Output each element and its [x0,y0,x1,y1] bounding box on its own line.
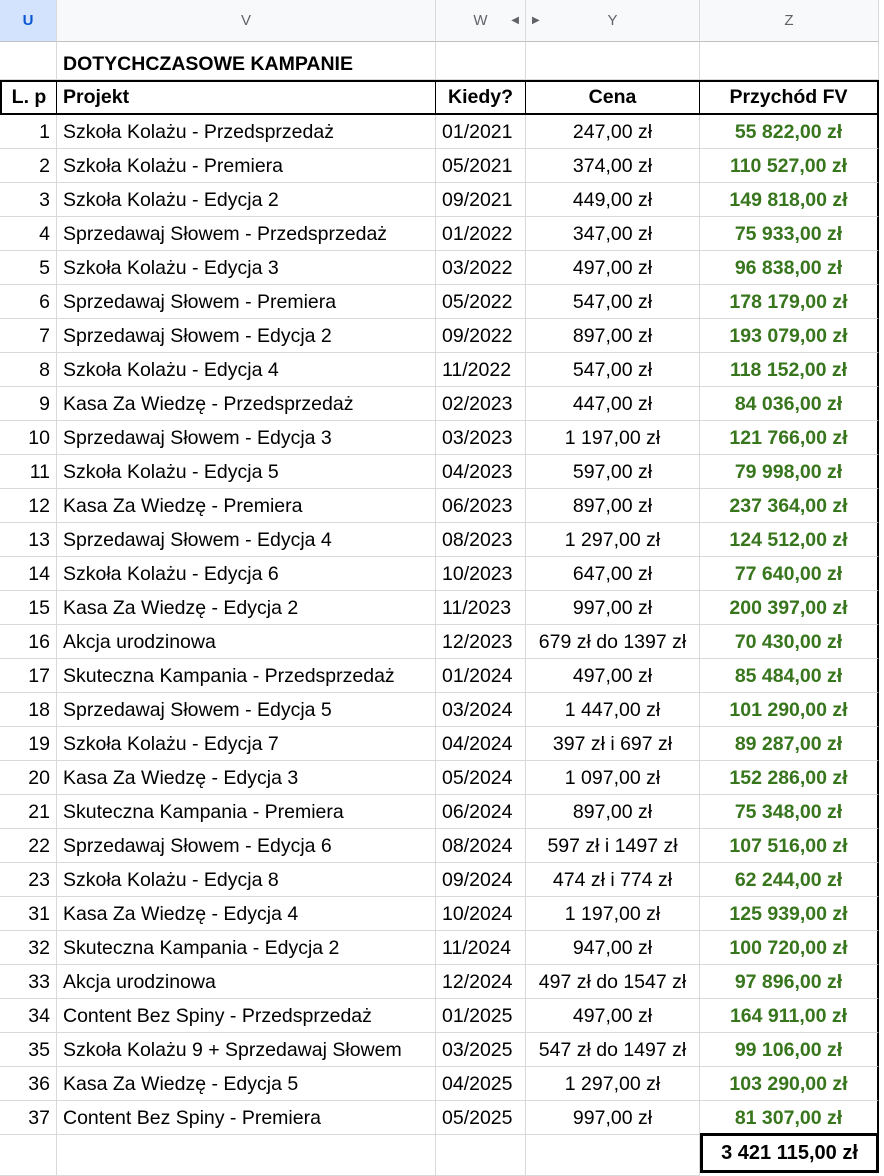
header-przychod[interactable]: Przychód FV [700,80,879,115]
table-row [0,965,884,999]
row-projekt[interactable]: Szkoła Kolażu - Edycja 5 [57,455,436,489]
row-lp[interactable]: 8 [0,353,57,387]
row-kiedy[interactable]: 05/2022 [436,285,526,319]
row-lp[interactable]: 19 [0,727,57,761]
row-cena[interactable]: 947,00 zł [526,931,700,965]
row-cena[interactable]: 1 097,00 zł [526,761,700,795]
cell[interactable] [700,42,879,80]
table-row [0,1033,884,1067]
cell[interactable] [0,42,57,80]
row-kiedy[interactable]: 08/2023 [436,523,526,557]
cell[interactable] [57,1133,436,1176]
row-cena[interactable]: 1 197,00 zł [526,421,700,455]
row-projekt[interactable]: Content Bez Spiny - Przedsprzedaż [57,999,436,1033]
row-projekt[interactable]: Sprzedawaj Słowem - Edycja 3 [57,421,436,455]
row-cena[interactable]: 997,00 zł [526,591,700,625]
row-przychod[interactable]: 70 430,00 zł [700,625,879,659]
row-przychod[interactable]: 100 720,00 zł [700,931,879,965]
row-przychod[interactable]: 79 998,00 zł [700,455,879,489]
row-kiedy[interactable]: 10/2024 [436,897,526,931]
row-przychod[interactable]: 89 287,00 zł [700,727,879,761]
column-header-y-label: Y [607,12,618,29]
row-lp[interactable]: 6 [0,285,57,319]
table-header-row [0,80,884,115]
table-row [0,999,884,1033]
row-kiedy[interactable]: 03/2025 [436,1033,526,1067]
header-cena[interactable]: Cena [526,80,700,115]
row-lp[interactable]: 35 [0,1033,57,1067]
row-kiedy[interactable]: 12/2024 [436,965,526,999]
row-projekt[interactable]: Szkoła Kolażu - Edycja 8 [57,863,436,897]
row-kiedy[interactable]: 11/2022 [436,353,526,387]
row-przychod[interactable]: 81 307,00 zł [700,1101,879,1135]
cell[interactable] [526,1133,700,1176]
table-row [0,421,884,455]
row-projekt[interactable]: Szkoła Kolażu - Przedsprzedaż [57,115,436,149]
row-cena[interactable]: 374,00 zł [526,149,700,183]
column-header-y[interactable] [526,0,700,42]
row-przychod[interactable]: 75 348,00 zł [700,795,879,829]
row-projekt[interactable]: Kasa Za Wiedzę - Edycja 3 [57,761,436,795]
row-przychod[interactable]: 85 484,00 zł [700,659,879,693]
row-cena[interactable]: 647,00 zł [526,557,700,591]
row-lp[interactable]: 21 [0,795,57,829]
row-kiedy[interactable]: 11/2024 [436,931,526,965]
row-kiedy[interactable]: 09/2024 [436,863,526,897]
row-lp[interactable]: 11 [0,455,57,489]
row-lp[interactable]: 13 [0,523,57,557]
row-przychod[interactable]: 103 290,00 zł [700,1067,879,1101]
row-kiedy[interactable]: 09/2021 [436,183,526,217]
row-kiedy[interactable]: 03/2024 [436,693,526,727]
row-cena[interactable]: 1 447,00 zł [526,693,700,727]
row-projekt[interactable]: Skuteczna Kampania - Przedsprzedaż [57,659,436,693]
row-lp[interactable]: 10 [0,421,57,455]
row-projekt[interactable]: Sprzedawaj Słowem - Przedsprzedaż [57,217,436,251]
row-projekt[interactable]: Sprzedawaj Słowem - Edycja 5 [57,693,436,727]
row-cena[interactable]: 449,00 zł [526,183,700,217]
row-cena[interactable]: 547 zł do 1497 zł [526,1033,700,1067]
row-projekt[interactable]: Szkoła Kolażu - Premiera [57,149,436,183]
row-lp[interactable]: 22 [0,829,57,863]
row-przychod[interactable]: 124 512,00 zł [700,523,879,557]
row-lp[interactable]: 15 [0,591,57,625]
row-przychod[interactable]: 178 179,00 zł [700,285,879,319]
row-kiedy[interactable]: 05/2025 [436,1101,526,1135]
row-projekt[interactable]: Kasa Za Wiedzę - Edycja 4 [57,897,436,931]
table-row [0,795,884,829]
row-cena[interactable]: 497,00 zł [526,999,700,1033]
row-projekt[interactable]: Kasa Za Wiedzę - Premiera [57,489,436,523]
row-przychod[interactable]: 97 896,00 zł [700,965,879,999]
row-projekt[interactable]: Sprzedawaj Słowem - Edycja 6 [57,829,436,863]
row-projekt[interactable]: Szkoła Kolażu - Edycja 3 [57,251,436,285]
row-przychod[interactable]: 125 939,00 zł [700,897,879,931]
table-row [0,897,884,931]
row-przychod[interactable]: 99 106,00 zł [700,1033,879,1067]
row-kiedy[interactable]: 10/2023 [436,557,526,591]
table-row [0,1067,884,1101]
row-projekt[interactable]: Skuteczna Kampania - Premiera [57,795,436,829]
row-kiedy[interactable]: 09/2022 [436,319,526,353]
table-row [0,387,884,421]
row-cena[interactable]: 897,00 zł [526,795,700,829]
row-cena[interactable]: 347,00 zł [526,217,700,251]
row-cena[interactable]: 547,00 zł [526,285,700,319]
triangle-right-icon[interactable]: ▶ [532,15,540,26]
row-lp[interactable]: 18 [0,693,57,727]
row-kiedy[interactable]: 11/2023 [436,591,526,625]
triangle-left-icon[interactable]: ◀ [511,15,519,26]
row-kiedy[interactable]: 06/2023 [436,489,526,523]
row-kiedy[interactable]: 05/2021 [436,149,526,183]
table-row [0,183,884,217]
row-przychod[interactable]: 84 036,00 zł [700,387,879,421]
table-row [0,625,884,659]
table-row [0,693,884,727]
row-przychod[interactable]: 152 286,00 zł [700,761,879,795]
row-projekt[interactable]: Szkoła Kolażu - Edycja 7 [57,727,436,761]
row-lp[interactable]: 34 [0,999,57,1033]
row-lp[interactable]: 20 [0,761,57,795]
row-przychod[interactable]: 107 516,00 zł [700,829,879,863]
row-lp[interactable]: 33 [0,965,57,999]
row-projekt[interactable]: Kasa Za Wiedzę - Edycja 2 [57,591,436,625]
row-projekt[interactable]: Kasa Za Wiedzę - Przedsprzedaż [57,387,436,421]
row-cena[interactable]: 679 zł do 1397 zł [526,625,700,659]
row-kiedy[interactable]: 01/2021 [436,115,526,149]
row-projekt[interactable]: Akcja urodzinowa [57,625,436,659]
row-przychod[interactable]: 110 527,00 zł [700,149,879,183]
row-przychod[interactable]: 164 911,00 zł [700,999,879,1033]
table-row [0,353,884,387]
row-cena[interactable]: 997,00 zł [526,1101,700,1135]
row-projekt[interactable]: Akcja urodzinowa [57,965,436,999]
cell[interactable] [436,1133,526,1176]
row-lp[interactable]: 2 [0,149,57,183]
row-przychod[interactable]: 55 822,00 zł [700,115,879,149]
row-projekt[interactable]: Szkoła Kolażu - Edycja 6 [57,557,436,591]
header-projekt[interactable]: Projekt [57,80,436,115]
row-przychod[interactable]: 237 364,00 zł [700,489,879,523]
cell[interactable] [526,42,700,80]
row-lp[interactable]: 36 [0,1067,57,1101]
table-row [0,149,884,183]
row-lp[interactable]: 32 [0,931,57,965]
row-przychod[interactable]: 200 397,00 zł [700,591,879,625]
column-header-z[interactable]: Z [700,0,879,42]
header-kiedy[interactable]: Kiedy? [436,80,526,115]
row-projekt[interactable]: Sprzedawaj Słowem - Premiera [57,285,436,319]
table-row [0,557,884,591]
row-lp[interactable]: 31 [0,897,57,931]
table-row [0,829,884,863]
row-cena[interactable]: 597 zł i 1497 zł [526,829,700,863]
cell[interactable] [0,1133,57,1176]
table-row [0,319,884,353]
table-row [0,1101,884,1135]
row-lp[interactable]: 3 [0,183,57,217]
column-header-w[interactable] [436,0,526,42]
row-cena[interactable]: 897,00 zł [526,319,700,353]
row-cena[interactable]: 597,00 zł [526,455,700,489]
section-title[interactable]: DOTYCHCZASOWE KAMPANIE [57,42,436,80]
table-row [0,523,884,557]
table-row [0,761,884,795]
row-kiedy[interactable]: 03/2023 [436,421,526,455]
row-przychod[interactable]: 101 290,00 zł [700,693,879,727]
table-row [0,251,884,285]
row-cena[interactable]: 447,00 zł [526,387,700,421]
row-cena[interactable]: 497,00 zł [526,251,700,285]
table-row [0,285,884,319]
row-kiedy[interactable]: 01/2022 [436,217,526,251]
row-kiedy[interactable]: 12/2023 [436,625,526,659]
row-cena[interactable]: 497 zł do 1547 zł [526,965,700,999]
row-projekt[interactable]: Sprzedawaj Słowem - Edycja 4 [57,523,436,557]
row-projekt[interactable]: Szkoła Kolażu - Edycja 4 [57,353,436,387]
row-kiedy[interactable]: 06/2024 [436,795,526,829]
row-lp[interactable]: 17 [0,659,57,693]
row-przychod[interactable]: 118 152,00 zł [700,353,879,387]
row-lp[interactable]: 37 [0,1101,57,1135]
table-row [0,931,884,965]
row-cena[interactable]: 897,00 zł [526,489,700,523]
row-projekt[interactable]: Skuteczna Kampania - Edycja 2 [57,931,436,965]
section-title-row [0,42,884,80]
row-kiedy[interactable]: 02/2023 [436,387,526,421]
row-projekt[interactable]: Szkoła Kolażu - Edycja 2 [57,183,436,217]
row-przychod[interactable]: 75 933,00 zł [700,217,879,251]
row-kiedy[interactable]: 05/2024 [436,761,526,795]
row-przychod[interactable]: 121 766,00 zł [700,421,879,455]
row-projekt[interactable]: Kasa Za Wiedzę - Edycja 5 [57,1067,436,1101]
row-cena[interactable]: 497,00 zł [526,659,700,693]
row-projekt[interactable]: Szkoła Kolażu 9 + Sprzedawaj Słowem [57,1033,436,1067]
cell[interactable] [436,42,526,80]
table-row [0,489,884,523]
table-row [0,727,884,761]
table-row [0,863,884,897]
row-projekt[interactable]: Sprzedawaj Słowem - Edycja 2 [57,319,436,353]
row-kiedy[interactable]: 04/2025 [436,1067,526,1101]
row-kiedy[interactable]: 04/2023 [436,455,526,489]
row-kiedy[interactable]: 04/2024 [436,727,526,761]
row-lp[interactable]: 16 [0,625,57,659]
table-row [0,659,884,693]
column-header-bar [0,0,884,42]
row-lp[interactable]: 12 [0,489,57,523]
row-lp[interactable]: 14 [0,557,57,591]
row-lp[interactable]: 23 [0,863,57,897]
header-lp[interactable]: L. p [0,80,57,115]
row-cena[interactable]: 247,00 zł [526,115,700,149]
table-row [0,455,884,489]
row-lp[interactable]: 4 [0,217,57,251]
row-kiedy[interactable]: 01/2024 [436,659,526,693]
row-kiedy[interactable]: 03/2022 [436,251,526,285]
column-header-v[interactable]: V [57,0,436,42]
table-row [0,115,884,149]
row-cena[interactable]: 397 zł i 697 zł [526,727,700,761]
row-lp[interactable]: 5 [0,251,57,285]
row-cena[interactable]: 474 zł i 774 zł [526,863,700,897]
row-cena[interactable]: 547,00 zł [526,353,700,387]
row-przychod[interactable]: 96 838,00 zł [700,251,879,285]
row-lp[interactable]: 7 [0,319,57,353]
row-lp[interactable]: 1 [0,115,57,149]
row-projekt[interactable]: Content Bez Spiny - Premiera [57,1101,436,1135]
table-row [0,591,884,625]
row-przychod[interactable]: 77 640,00 zł [700,557,879,591]
row-kiedy[interactable]: 08/2024 [436,829,526,863]
row-lp[interactable]: 9 [0,387,57,421]
column-header-u[interactable]: U [0,0,57,42]
row-cena[interactable]: 1 197,00 zł [526,897,700,931]
row-cena[interactable]: 1 297,00 zł [526,1067,700,1101]
row-przychod[interactable]: 62 244,00 zł [700,863,879,897]
row-cena[interactable]: 1 297,00 zł [526,523,700,557]
column-header-w-label: W [473,12,488,29]
table-row [0,217,884,251]
total-revenue[interactable]: 3 421 115,00 zł [700,1133,879,1173]
row-kiedy[interactable]: 01/2025 [436,999,526,1033]
row-przychod[interactable]: 149 818,00 zł [700,183,879,217]
row-przychod[interactable]: 193 079,00 zł [700,319,879,353]
